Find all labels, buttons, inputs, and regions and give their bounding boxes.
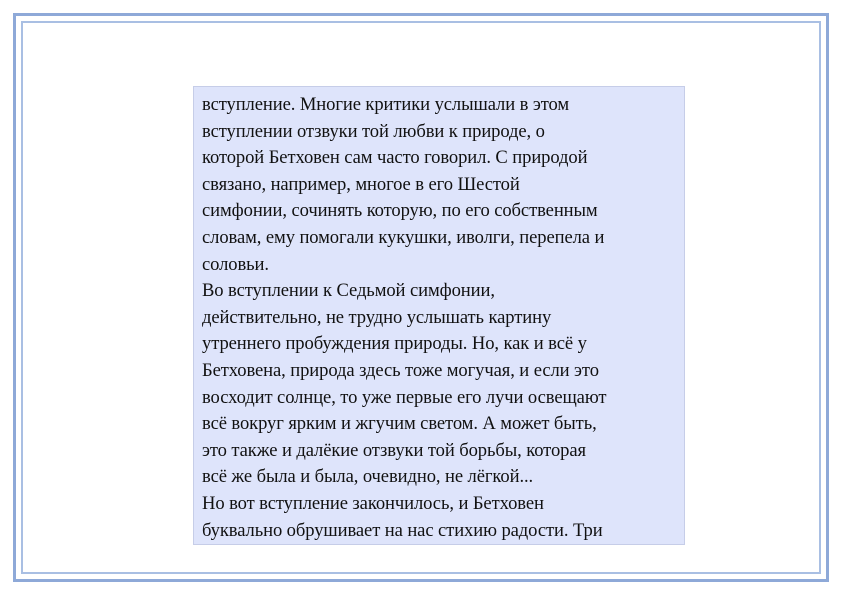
passage-line: связано, например, многое в его Шестой bbox=[202, 173, 520, 195]
passage-line: вступлении отзвуки той любви к природе, о bbox=[202, 120, 545, 142]
passage-line: буквально обрушивает на нас стихию радости. Три bbox=[202, 519, 603, 541]
passage-line: Во вступлении к Седьмой симфонии, bbox=[202, 280, 495, 302]
passage-line: вступление. Многие критики услышали в этом bbox=[202, 94, 570, 115]
passage-line: это также и далёкие отзвуки той борьбы, которая bbox=[202, 439, 586, 461]
passage-line: Бетховена, природа здесь тоже могучая, и если это bbox=[202, 359, 599, 381]
passage-line: соловьи. bbox=[202, 253, 269, 275]
passage-line: Но вот вступление закончилось, и Бетховен bbox=[202, 492, 544, 514]
passage-text-box bbox=[193, 86, 685, 545]
passage-line: действительно, не трудно услышать картину bbox=[202, 306, 552, 328]
passage-line: которой Бетховен сам часто говорил. С природой bbox=[202, 147, 588, 169]
passage-line: всё вокруг ярким и жгучим светом. А может быть, bbox=[202, 413, 597, 435]
passage-line: всё же была и была, очевидно, не лёгкой... bbox=[202, 466, 534, 488]
passage-line: восходит солнце, то уже первые его лучи освещают bbox=[202, 386, 607, 408]
passage-line: симфонии, сочинять которую, по его собственным bbox=[202, 200, 598, 222]
passage-line: утреннего пробуждения природы. Но, как и всё у bbox=[202, 333, 587, 355]
passage-line: словам, ему помогали кукушки, иволги, перепела и bbox=[202, 226, 605, 248]
